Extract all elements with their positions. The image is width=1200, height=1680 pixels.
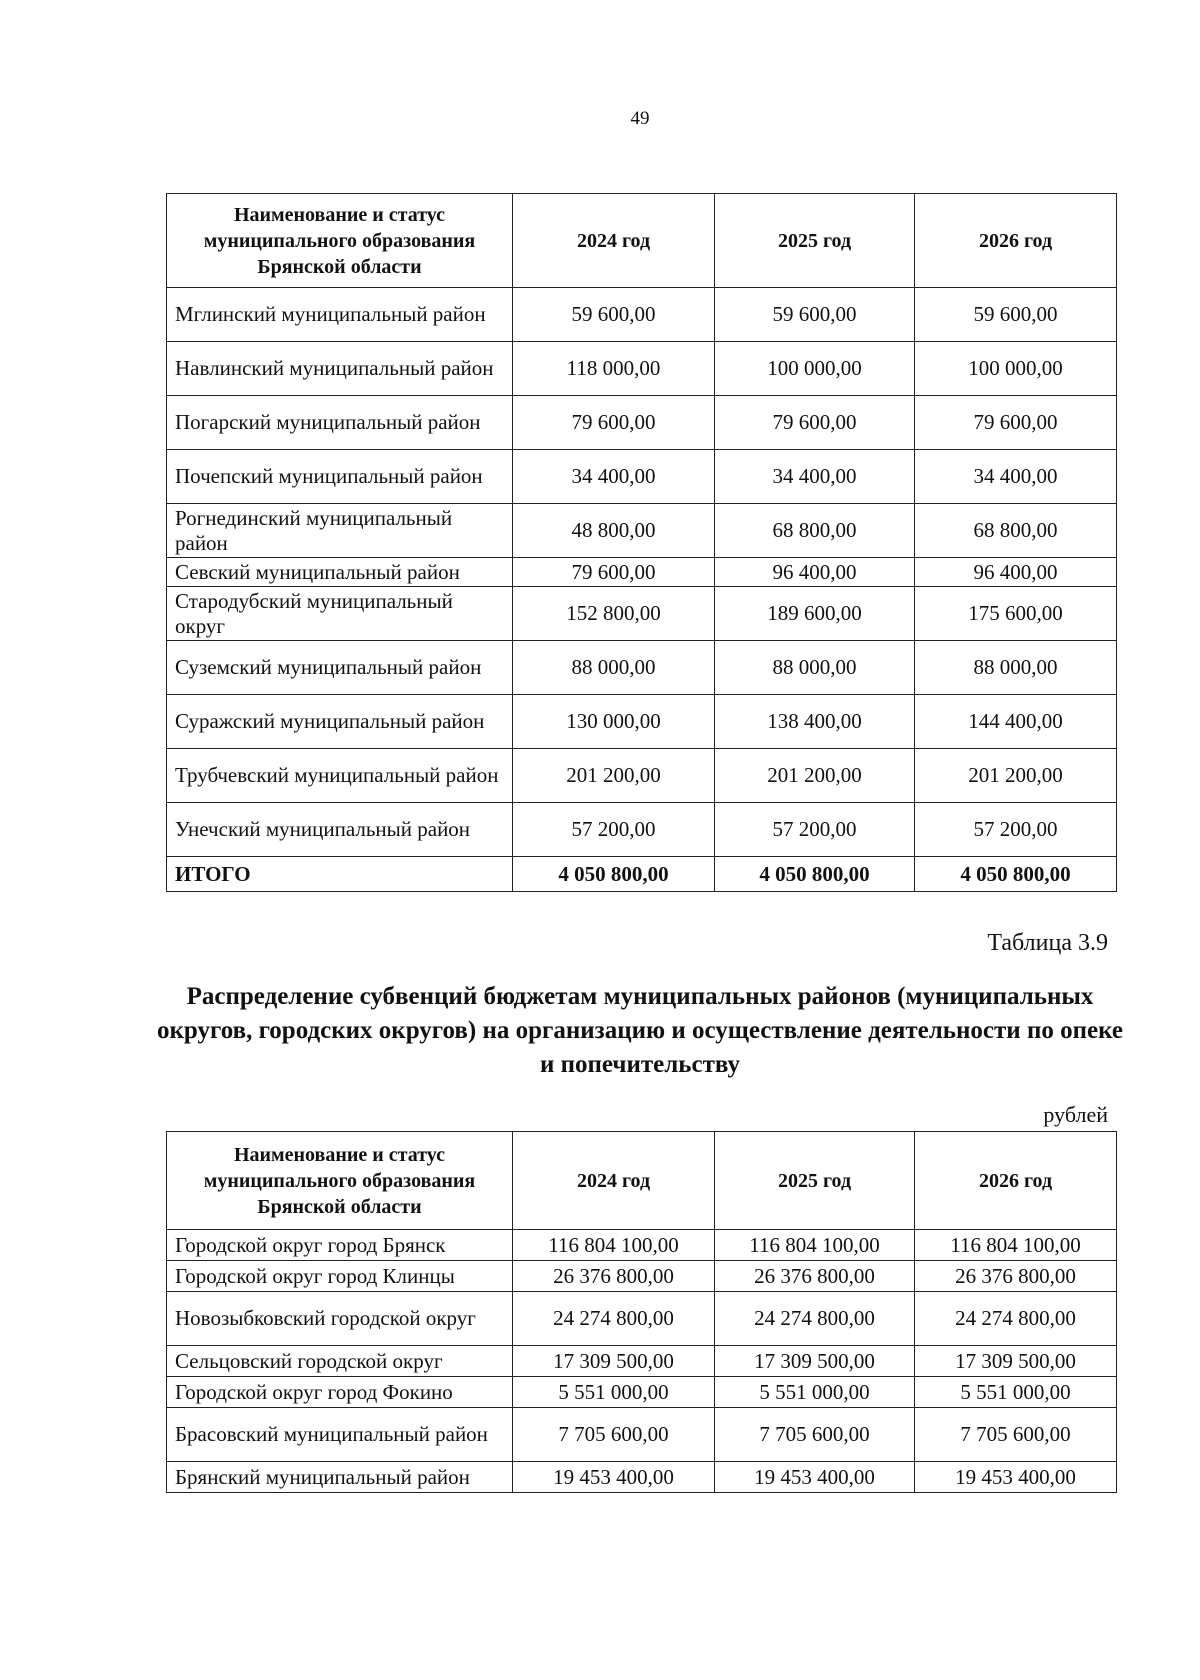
row-value-2025: 5 551 000,00 — [715, 1377, 915, 1408]
total-label: ИТОГО — [167, 857, 513, 892]
row-value-2026: 79 600,00 — [915, 396, 1117, 450]
table-title: Распределение субвенций бюджетам муниципальных районов (муниципальных округов, городских округов) на организацию и осуществление деятельности по опеке и попечительству — [156, 983, 1123, 1078]
row-value-2026: 201 200,00 — [915, 749, 1117, 803]
row-value-2025: 96 400,00 — [715, 558, 915, 587]
budget-table-bottom — [166, 1131, 1117, 1493]
row-value-2024: 201 200,00 — [513, 749, 715, 803]
row-value-2025: 19 453 400,00 — [715, 1462, 915, 1493]
table-row — [167, 749, 1117, 803]
table-row — [167, 504, 1117, 558]
row-value-2024: 19 453 400,00 — [513, 1462, 715, 1493]
row-value-2024: 152 800,00 — [513, 587, 715, 641]
row-value-2026: 116 804 100,00 — [915, 1230, 1117, 1261]
row-value-2025: 24 274 800,00 — [715, 1292, 915, 1346]
row-value-2025: 138 400,00 — [715, 695, 915, 749]
row-name: Городской округ город Клинцы — [167, 1261, 513, 1292]
row-value-2024: 116 804 100,00 — [513, 1230, 715, 1261]
row-value-2025: 17 309 500,00 — [715, 1346, 915, 1377]
column-header-2025: 2025 год — [715, 194, 915, 288]
table-row — [167, 587, 1117, 641]
row-name: Трубчевский муниципальный район — [167, 749, 513, 803]
row-value-2026: 26 376 800,00 — [915, 1261, 1117, 1292]
row-value-2026: 57 200,00 — [915, 803, 1117, 857]
row-value-2025: 201 200,00 — [715, 749, 915, 803]
column-header-2025: 2025 год — [715, 1132, 915, 1230]
total-value-2024: 4 050 800,00 — [513, 857, 715, 892]
row-value-2024: 130 000,00 — [513, 695, 715, 749]
row-name: Севский муниципальный район — [167, 558, 513, 587]
row-name: Сельцовский городской округ — [167, 1346, 513, 1377]
row-value-2024: 79 600,00 — [513, 396, 715, 450]
row-value-2026: 96 400,00 — [915, 558, 1117, 587]
table-row — [167, 288, 1117, 342]
table-row — [167, 558, 1117, 587]
row-name: Навлинский муниципальный район — [167, 342, 513, 396]
row-value-2025: 26 376 800,00 — [715, 1261, 915, 1292]
table-row — [167, 342, 1117, 396]
row-name: Суражский муниципальный район — [167, 695, 513, 749]
row-value-2025: 57 200,00 — [715, 803, 915, 857]
row-name: Стародубский муниципальный округ — [167, 587, 513, 641]
row-value-2026: 175 600,00 — [915, 587, 1117, 641]
row-value-2026: 88 000,00 — [915, 641, 1117, 695]
table-row — [167, 396, 1117, 450]
row-value-2024: 79 600,00 — [513, 558, 715, 587]
table-row — [167, 1346, 1117, 1377]
total-row — [167, 857, 1117, 892]
row-value-2026: 7 705 600,00 — [915, 1408, 1117, 1462]
column-header-2026: 2026 год — [915, 1132, 1117, 1230]
row-value-2026: 144 400,00 — [915, 695, 1117, 749]
row-value-2026: 34 400,00 — [915, 450, 1117, 504]
table-row — [167, 1408, 1117, 1462]
row-value-2024: 88 000,00 — [513, 641, 715, 695]
table-header-row — [167, 194, 1117, 288]
row-value-2026: 59 600,00 — [915, 288, 1117, 342]
table-row — [167, 450, 1117, 504]
budget-table-top — [166, 193, 1117, 892]
table-row — [167, 1377, 1117, 1408]
table-row — [167, 1462, 1117, 1493]
row-value-2024: 118 000,00 — [513, 342, 715, 396]
row-value-2025: 189 600,00 — [715, 587, 915, 641]
column-header-2024: 2024 год — [513, 1132, 715, 1230]
row-name: Погарский муниципальный район — [167, 396, 513, 450]
row-value-2025: 7 705 600,00 — [715, 1408, 915, 1462]
row-name: Суземский муниципальный район — [167, 641, 513, 695]
row-name: Городской округ город Фокино — [167, 1377, 513, 1408]
table-header-row — [167, 1132, 1117, 1230]
row-value-2025: 116 804 100,00 — [715, 1230, 915, 1261]
column-header-2026: 2026 год — [915, 194, 1117, 288]
row-value-2024: 26 376 800,00 — [513, 1261, 715, 1292]
row-value-2025: 59 600,00 — [715, 288, 915, 342]
row-value-2025: 100 000,00 — [715, 342, 915, 396]
column-header-2024: 2024 год — [513, 194, 715, 288]
table-row — [167, 695, 1117, 749]
total-value-2026: 4 050 800,00 — [915, 857, 1117, 892]
table-row — [167, 1261, 1117, 1292]
units-label: рублей — [1043, 1102, 1108, 1127]
row-value-2024: 17 309 500,00 — [513, 1346, 715, 1377]
row-value-2025: 88 000,00 — [715, 641, 915, 695]
row-value-2026: 100 000,00 — [915, 342, 1117, 396]
total-value-2025: 4 050 800,00 — [715, 857, 915, 892]
row-value-2024: 5 551 000,00 — [513, 1377, 715, 1408]
row-name: Городской округ город Брянск — [167, 1230, 513, 1261]
row-value-2026: 24 274 800,00 — [915, 1292, 1117, 1346]
table-caption: Таблица 3.9 — [987, 930, 1108, 956]
table-row — [167, 1230, 1117, 1261]
row-name: Почепский муниципальный район — [167, 450, 513, 504]
row-value-2026: 5 551 000,00 — [915, 1377, 1117, 1408]
table-row — [167, 1292, 1117, 1346]
table-row — [167, 803, 1117, 857]
column-header-name: Наименование и статус муниципального образования Брянской области — [167, 1132, 513, 1230]
row-value-2024: 34 400,00 — [513, 450, 715, 504]
table-row — [167, 641, 1117, 695]
row-name: Брасовский муниципальный район — [167, 1408, 513, 1462]
row-name: Брянский муниципальный район — [167, 1462, 513, 1493]
row-value-2024: 59 600,00 — [513, 288, 715, 342]
row-value-2025: 79 600,00 — [715, 396, 915, 450]
row-value-2024: 57 200,00 — [513, 803, 715, 857]
row-value-2024: 48 800,00 — [513, 504, 715, 558]
row-name: Новозыбковский городской округ — [167, 1292, 513, 1346]
row-name: Рогнединский муниципальный район — [167, 504, 513, 558]
row-name: Унечский муниципальный район — [167, 803, 513, 857]
row-value-2026: 68 800,00 — [915, 504, 1117, 558]
row-name: Мглинский муниципальный район — [167, 288, 513, 342]
column-header-name: Наименование и статус муниципального образования Брянской области — [167, 194, 513, 288]
row-value-2024: 7 705 600,00 — [513, 1408, 715, 1462]
row-value-2026: 17 309 500,00 — [915, 1346, 1117, 1377]
page-number: 49 — [630, 108, 650, 129]
row-value-2025: 68 800,00 — [715, 504, 915, 558]
row-value-2026: 19 453 400,00 — [915, 1462, 1117, 1493]
row-value-2025: 34 400,00 — [715, 450, 915, 504]
row-value-2024: 24 274 800,00 — [513, 1292, 715, 1346]
